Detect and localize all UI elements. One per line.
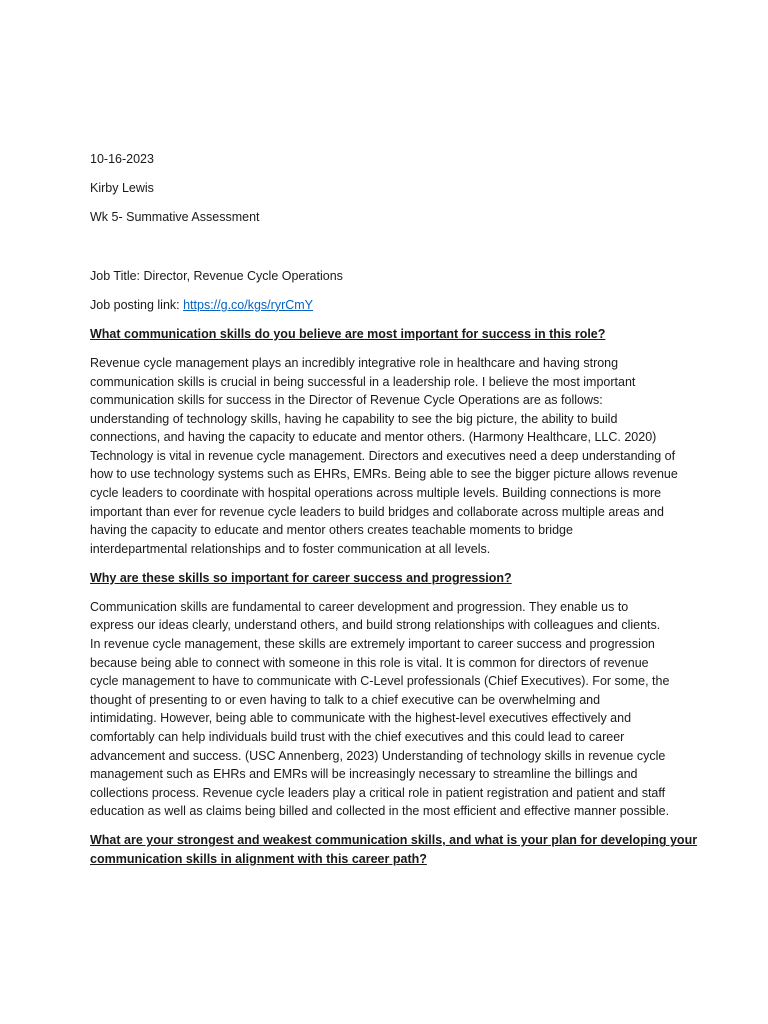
question-line: What communication skills do you believe are most important for success in this role? <box>90 326 606 341</box>
answer-line: important than ever for revenue cycle leaders to build bridges and collaborate across multiple areas and <box>90 504 664 519</box>
answer-line: communication skills is crucial in being successful in a leadership role. I believe the most important <box>90 374 636 389</box>
answer-line: cycle leaders to coordinate with hospital operations across multiple levels. Building connections is more <box>90 486 662 501</box>
answer-line: management such as EHRs and EMRs will be increasingly necessary to streamline the billings and <box>90 767 638 782</box>
question-line: Why are these skills so important for career success and progression? <box>90 570 512 585</box>
author-name: Kirby Lewis <box>90 180 154 195</box>
answer-line: In revenue cycle management, these skills are extremely important to career success and progression <box>90 637 655 651</box>
answer-line: education as well as claims being billed and collected in the most efficient and effective manner possible. <box>90 804 670 819</box>
answer-line: understanding of technology skills, having he capability to see the big picture, the ability to build <box>90 411 618 426</box>
answer-line: how to use technology systems such as EHRs, EMRs. Being able to see the bigger picture allows revenue <box>90 467 678 482</box>
question-line: What are your strongest and weakest communication skills, and what is your plan for developing your <box>90 833 698 848</box>
job-posting-label: Job posting link: <box>90 297 184 312</box>
qa-sections <box>90 325 698 869</box>
answer-line: comfortably can help individuals build trust with the chief executives and this could lead to career <box>90 729 625 744</box>
answer-line: Communication skills are fundamental to career development and progression. They enable us to <box>90 599 629 614</box>
answer-line: advancement and success. (USC Annenberg, 2023) Understanding of technology skills in revenue cycle <box>90 748 666 763</box>
job-posting-link[interactable]: https://g.co/kgs/ryrCmY <box>183 297 314 312</box>
job-title-line: Job Title: Director, Revenue Cycle Operations <box>90 268 343 283</box>
answer-line: intimidating. However, being able to communicate with the highest-level executives effectively and <box>90 711 632 726</box>
answer-line: because being able to connect with someone in this role is vital. It is common for directors of revenue <box>90 655 649 670</box>
answer-line: collections process. Revenue cycle leaders play a critical role in patient registration and patient and staff <box>90 785 666 800</box>
blank-spacer <box>90 237 690 267</box>
section-question <box>90 569 690 588</box>
section-question <box>90 831 698 868</box>
assignment-title: Wk 5- Summative Assessment <box>90 209 260 224</box>
answer-line: Revenue cycle management plays an incredibly integrative role in healthcare and having strong <box>90 355 619 370</box>
answer-line: connections, and having the capacity to educate and mentor others. (Harmony Healthcare, LLC. 2020) <box>90 430 657 445</box>
answer-line: communication skills for success in the Director of Revenue Cycle Operations are as follows: <box>90 393 603 408</box>
section-answer <box>90 354 690 559</box>
answer-line: cycle management to have to communicate with C-Level professionals (Chief Executives). For some, the <box>90 674 670 689</box>
answer-line: having the capacity to educate and mentor others creates teachable moments to bridge <box>90 523 573 538</box>
section-answer <box>90 598 690 821</box>
answer-line: interdepartmental relationships and to foster communication at all levels. <box>90 541 491 556</box>
answer-line: express our ideas clearly, understand others, and build strong relationships with colleagues and clients. <box>90 618 661 633</box>
section-question <box>90 325 690 344</box>
answer-line: Technology is vital in revenue cycle management. Directors and executives need a deep understanding of <box>90 448 676 463</box>
date-line: 10-16-2023 <box>90 152 154 166</box>
job-posting-line <box>90 296 690 315</box>
question-line: communication skills in alignment with this career path? <box>90 851 427 866</box>
answer-line: thought of presenting to or even having to talk to a chief executive can be overwhelming and <box>90 692 601 707</box>
document-body <box>90 150 698 879</box>
